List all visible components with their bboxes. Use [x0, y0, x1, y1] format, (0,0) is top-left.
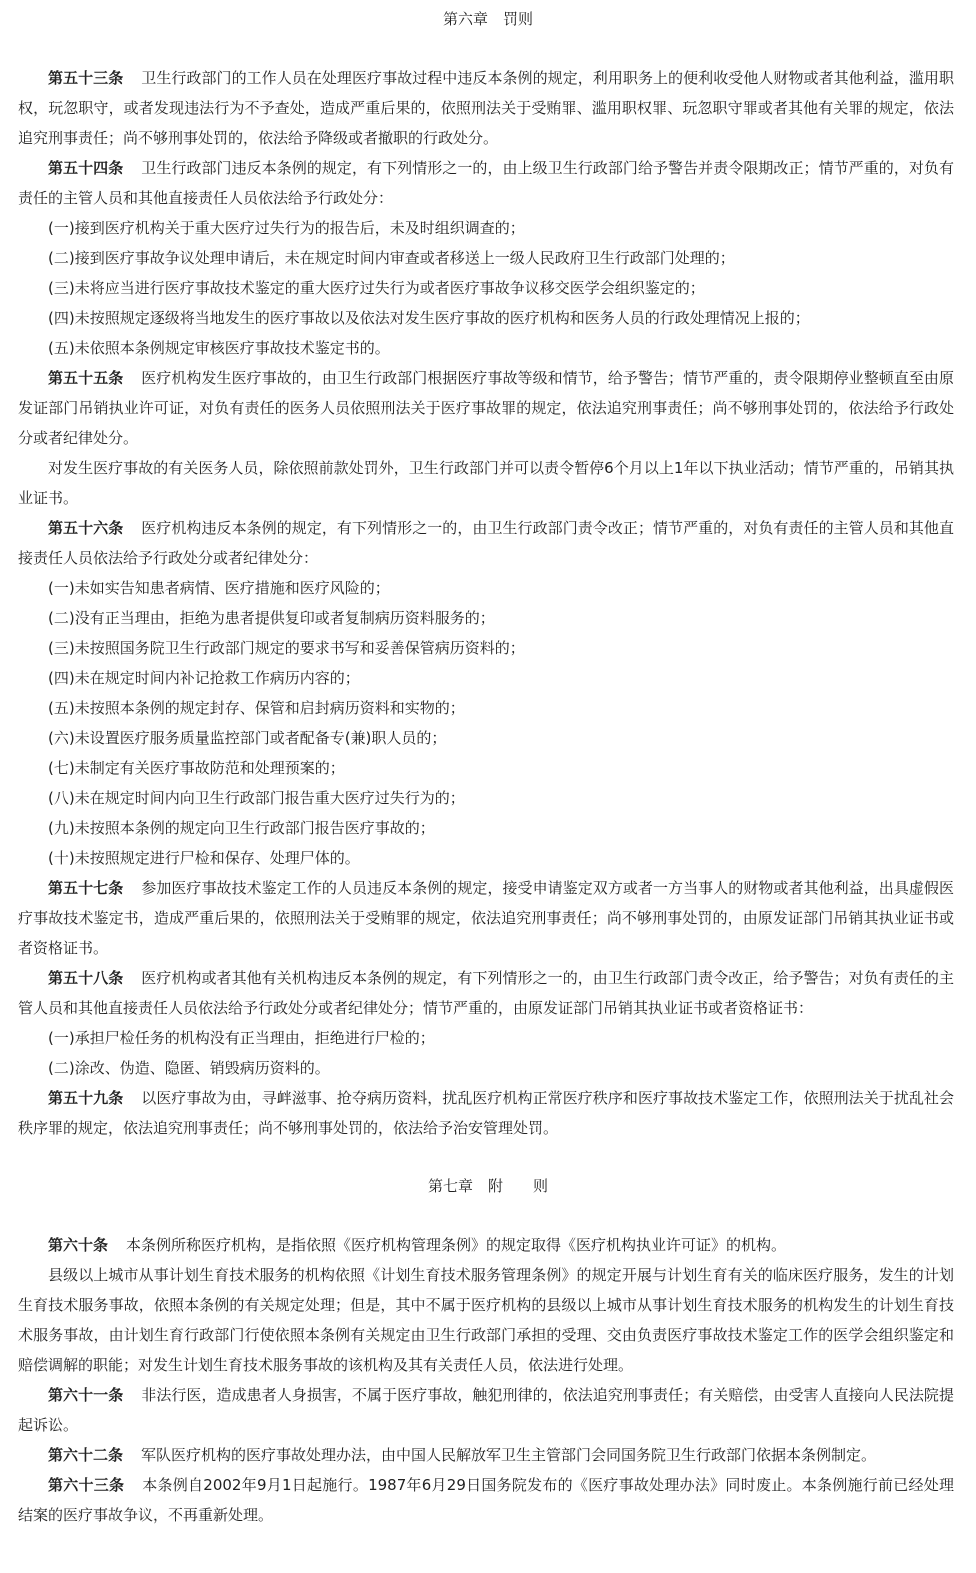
paragraph-text: (十)未按照规定进行尸检和保存、处理尸体的。: [48, 849, 360, 867]
chapter-6-body: [18, 63, 954, 1143]
paragraph-text: 军队医疗机构的医疗事故处理办法，由中国人民解放军卫生主管部门会同国务院卫生行政部门依据本条例制定。: [141, 1446, 877, 1464]
paragraph-text: (一)未如实告知患者病情、医疗措施和医疗风险的；: [48, 579, 390, 597]
chapter-7-title: 第七章 附 则: [427, 1177, 548, 1195]
paragraph: [18, 753, 954, 783]
paragraph: [18, 1260, 954, 1380]
paragraph: [18, 723, 954, 753]
article-paragraph: [18, 363, 954, 453]
chapter-7-body: [18, 1230, 954, 1530]
paragraph: [18, 783, 954, 813]
article-paragraph: [18, 1380, 954, 1440]
paragraph: [18, 603, 954, 633]
paragraph-text: (一)承担尸检任务的机构没有正当理由，拒绝进行尸检的；: [48, 1029, 435, 1047]
paragraph: [18, 573, 954, 603]
article-paragraph: [18, 963, 954, 1023]
paragraph-text: 县级以上城市从事计划生育技术服务的机构依照《计划生育技术服务管理条例》的规定开展与计划生育有关的临床医疗服务，发生的计划生育技术服务事故，依照本条例的有关规定处理；但是，其中不属于医疗机构的县级以上城市从事计划生育技术服务的机构发生的计划生育技术服务事故，由计划生育行政部门行使依照本条例有关规定由卫生行政部门承担的受理、交由负责医疗事故技术鉴定工作的医学会组织鉴定和赔偿调解的职能；对发生计划生育技术服务事故的该机构及其有关责任人员，依法进行处理。: [18, 1266, 954, 1374]
paragraph-text: (二)涂改、伪造、隐匿、销毁病历资料的。: [48, 1059, 330, 1077]
paragraph-text: 本条例所称医疗机构，是指依照《医疗机构管理条例》的规定取得《医疗机构执业许可证》的机构。: [126, 1236, 787, 1254]
article-paragraph: [18, 63, 954, 153]
paragraph-text: (五)未按照本条例的规定封存、保管和启封病历资料和实物的；: [48, 699, 465, 717]
paragraph: [18, 213, 954, 243]
article-number: 第五十六条: [48, 519, 124, 537]
paragraph-text: 参加医疗事故技术鉴定工作的人员违反本条例的规定，接受申请鉴定双方或者一方当事人的财物或者其他利益，出具虚假医疗事故技术鉴定书，造成严重后果的，依照刑法关于受贿罪的规定，依法追究刑事责任；尚不够刑事处罚的，由原发证部门吊销其执业证书或者资格证书。: [18, 879, 954, 957]
article-number: 第五十四条: [48, 159, 124, 177]
paragraph-text: 医疗机构或者其他有关机构违反本条例的规定，有下列情形之一的，由卫生行政部门责令改正，给予警告；对负有责任的主管人员和其他直接责任人员依法给予行政处分或者纪律处分；情节严重的，由原发证部门吊销其执业证书或者资格证书：: [18, 969, 954, 1017]
paragraph-text: 卫生行政部门的工作人员在处理医疗事故过程中违反本条例的规定，利用职务上的便利收受他人财物或者其他利益，滥用职权，玩忽职守，或者发现违法行为不予查处，造成严重后果的，依照刑法关于受贿罪、滥用职权罪、玩忽职守罪或者其他有关罪的规定，依法追究刑事责任；尚不够刑事处罚的，依法给予降级或者撤职的行政处分。: [18, 69, 954, 147]
paragraph-text: (二)没有正当理由，拒绝为患者提供复印或者复制病历资料服务的；: [48, 609, 495, 627]
paragraph-text: 本条例自2002年9月1日起施行。1987年6月29日国务院发布的《医疗事故处理办法》同时废止。本条例施行前已经处理结案的医疗事故争议，不再重新处理。: [18, 1476, 954, 1524]
article-paragraph: [18, 873, 954, 963]
paragraph: [18, 243, 954, 273]
paragraph-text: (二)接到医疗事故争议处理申请后，未在规定时间内审查或者移送上一级人民政府卫生行政部门处理的；: [48, 249, 735, 267]
paragraph-text: (八)未在规定时间内向卫生行政部门报告重大医疗过失行为的；: [48, 789, 465, 807]
article-number: 第六十一条: [48, 1386, 124, 1404]
article-number: 第六十条: [48, 1236, 109, 1254]
article-paragraph: [18, 513, 954, 573]
paragraph: [18, 333, 954, 363]
paragraph: [18, 693, 954, 723]
article-paragraph: [18, 1440, 954, 1470]
article-paragraph: [18, 1470, 954, 1530]
paragraph: [18, 813, 954, 843]
article-number: 第五十七条: [48, 879, 124, 897]
article-number: 第五十五条: [48, 369, 124, 387]
article-number: 第五十九条: [48, 1089, 124, 1107]
paragraph: [18, 273, 954, 303]
paragraph-text: 卫生行政部门违反本条例的规定，有下列情形之一的，由上级卫生行政部门给予警告并责令限期改正；情节严重的，对负有责任的主管人员和其他直接责任人员依法给予行政处分：: [18, 159, 954, 207]
article-number: 第六十三条: [48, 1476, 125, 1494]
paragraph-text: (三)未按照国务院卫生行政部门规定的要求书写和妥善保管病历资料的；: [48, 639, 525, 657]
paragraph: [18, 453, 954, 513]
paragraph-text: 对发生医疗事故的有关医务人员，除依照前款处罚外，卫生行政部门并可以责令暂停6个月以上1年以下执业活动；情节严重的，吊销其执业证书。: [18, 459, 954, 507]
paragraph-text: (九)未按照本条例的规定向卫生行政部门报告医疗事故的；: [48, 819, 435, 837]
article-number: 第五十三条: [48, 69, 124, 87]
article-number: 第六十二条: [48, 1446, 124, 1464]
paragraph-text: (四)未在规定时间内补记抢救工作病历内容的；: [48, 669, 360, 687]
article-paragraph: [18, 1083, 954, 1143]
paragraph: [18, 633, 954, 663]
article-paragraph: [18, 153, 954, 213]
paragraph-text: 以医疗事故为由，寻衅滋事、抢夺病历资料，扰乱医疗机构正常医疗秩序和医疗事故技术鉴定工作，依照刑法关于扰乱社会秩序罪的规定，依法追究刑事责任；尚不够刑事处罚的，依法给予治安管理处罚。: [18, 1089, 954, 1137]
paragraph-text: 医疗机构发生医疗事故的，由卫生行政部门根据医疗事故等级和情节，给予警告；情节严重的，责令限期停业整顿直至由原发证部门吊销执业许可证，对负有责任的医务人员依照刑法关于医疗事故罪的规定，依法追究刑事责任；尚不够刑事处罚的，依法给予行政处分或者纪律处分。: [18, 369, 954, 447]
paragraph-text: (七)未制定有关医疗事故防范和处理预案的；: [48, 759, 345, 777]
paragraph-text: (一)接到医疗机构关于重大医疗过失行为的报告后，未及时组织调查的；: [48, 219, 525, 237]
chapter-6-title: 第六章 罚则: [442, 10, 533, 28]
paragraph: [18, 663, 954, 693]
paragraph-text: 医疗机构违反本条例的规定，有下列情形之一的，由卫生行政部门责令改正；情节严重的，对负有责任的主管人员和其他直接责任人员依法给予行政处分或者纪律处分：: [18, 519, 954, 567]
paragraph: [18, 303, 954, 333]
article-paragraph: [18, 1230, 954, 1260]
paragraph: [18, 1023, 954, 1053]
paragraph-text: 非法行医，造成患者人身损害，不属于医疗事故，触犯刑律的，依法追究刑事责任；有关赔偿，由受害人直接向人民法院提起诉讼。: [18, 1386, 954, 1434]
paragraph: [18, 1053, 954, 1083]
paragraph-text: (三)未将应当进行医疗事故技术鉴定的重大医疗过失行为或者医疗事故争议移交医学会组织鉴定的；: [48, 279, 705, 297]
article-number: 第五十八条: [48, 969, 124, 987]
paragraph: [18, 843, 954, 873]
paragraph-text: (五)未依照本条例规定审核医疗事故技术鉴定书的。: [48, 339, 390, 357]
paragraph-text: (六)未设置医疗服务质量监控部门或者配备专(兼)职人员的；: [48, 729, 447, 747]
paragraph-text: (四)未按照规定逐级将当地发生的医疗事故以及依法对发生医疗事故的医疗机构和医务人员的行政处理情况上报的；: [48, 309, 810, 327]
